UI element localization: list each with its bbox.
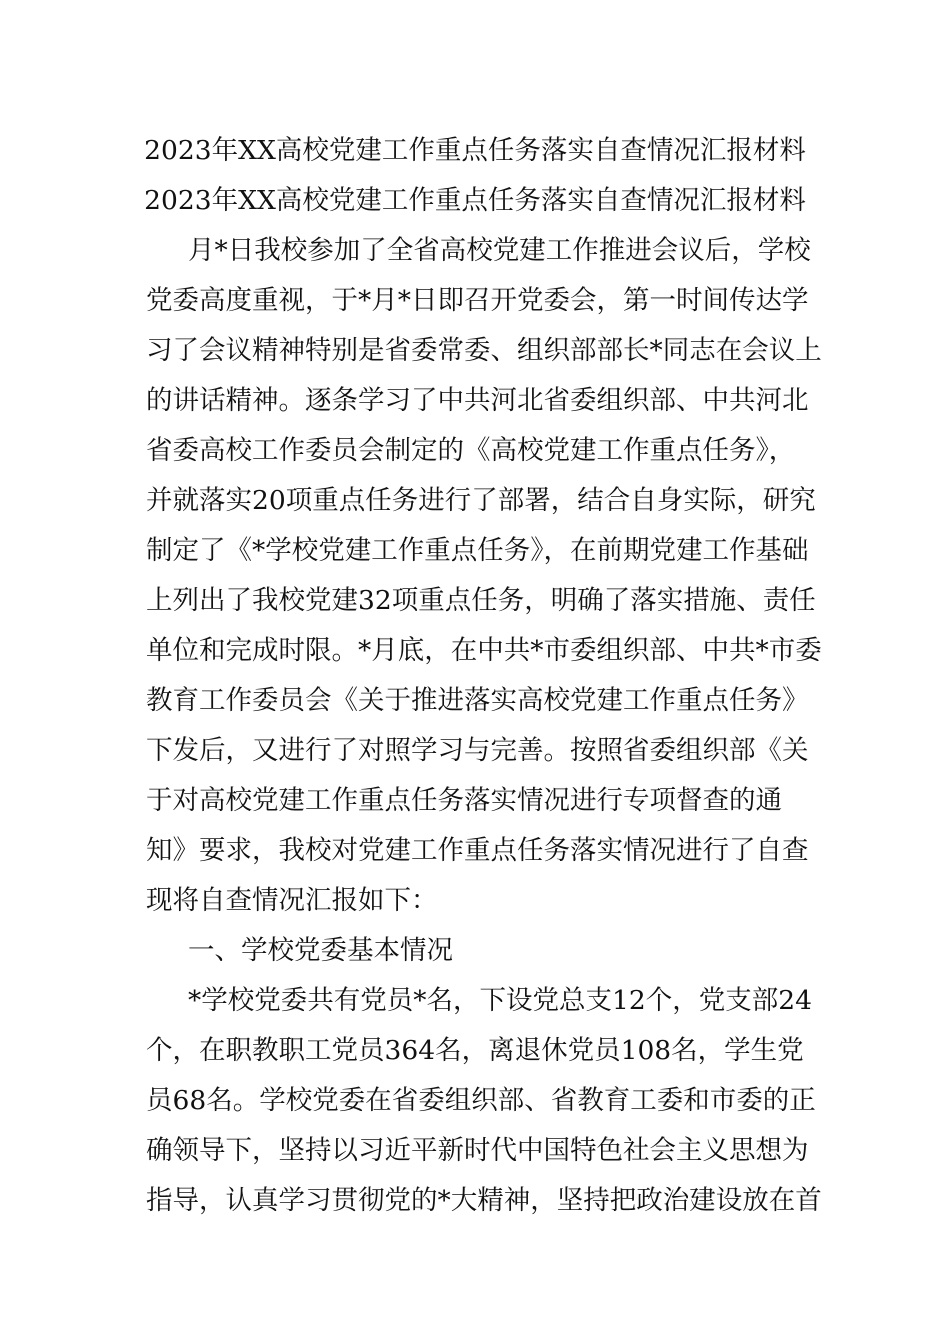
paragraph-line: *学校党委共有党员*名，下设党总支12个，党支部24 (188, 985, 812, 1016)
paragraph-line: 上列出了我校党建32项重点任务，明确了落实措施、责任 (146, 585, 816, 616)
paragraph-line: 下发后，又进行了对照学习与完善。按照省委组织部《关 (146, 735, 809, 766)
paragraph-line: 知》要求，我校对党建工作重点任务落实情况进行了自查 (146, 835, 809, 866)
paragraph-line: 个，在职教职工党员364名，离退休党员108名，学生党 (146, 1035, 804, 1066)
paragraph-line: 于对高校党建工作重点任务落实情况进行专项督查的通 (146, 785, 782, 816)
paragraph-line: 确领导下，坚持以习近平新时代中国特色社会主义思想为 (146, 1135, 809, 1166)
document-title-repeat: 2023年XX高校党建工作重点任务落实自查情况汇报材料 (144, 185, 806, 216)
document-title: 2023年XX高校党建工作重点任务落实自查情况汇报材料 (144, 135, 806, 166)
paragraph-line: 并就落实20项重点任务进行了部署，结合自身实际，研究 (146, 485, 816, 516)
paragraph-line: 党委高度重视，于*月*日即召开党委会，第一时间传达学 (146, 285, 809, 316)
paragraph-line: 制定了《*学校党建工作重点任务》，在前期党建工作基础 (146, 535, 809, 566)
paragraph-line: 现将自查情况汇报如下： (146, 885, 438, 916)
paragraph-line: 员68名。学校党委在省委组织部、省教育工委和市委的正 (146, 1085, 816, 1116)
paragraph-line: 月*日我校参加了全省高校党建工作推进会议后，学校 (188, 235, 811, 266)
paragraph-line: 指导，认真学习贯彻党的*大精神，坚持把政治建设放在首 (146, 1185, 822, 1216)
paragraph-line: 单位和完成时限。*月底，在中共*市委组织部、中共*市委 (146, 635, 822, 666)
paragraph-line: 教育工作委员会《关于推进落实高校党建工作重点任务》 (146, 685, 809, 716)
section-heading: 一、学校党委基本情况 (188, 935, 453, 966)
paragraph-line: 省委高校工作委员会制定的《高校党建工作重点任务》， (146, 435, 796, 466)
paragraph-line: 的讲话精神。逐条学习了中共河北省委组织部、中共河北 (146, 385, 809, 416)
paragraph-line: 习了会议精神特别是省委常委、组织部部长*同志在会议上 (146, 335, 822, 366)
